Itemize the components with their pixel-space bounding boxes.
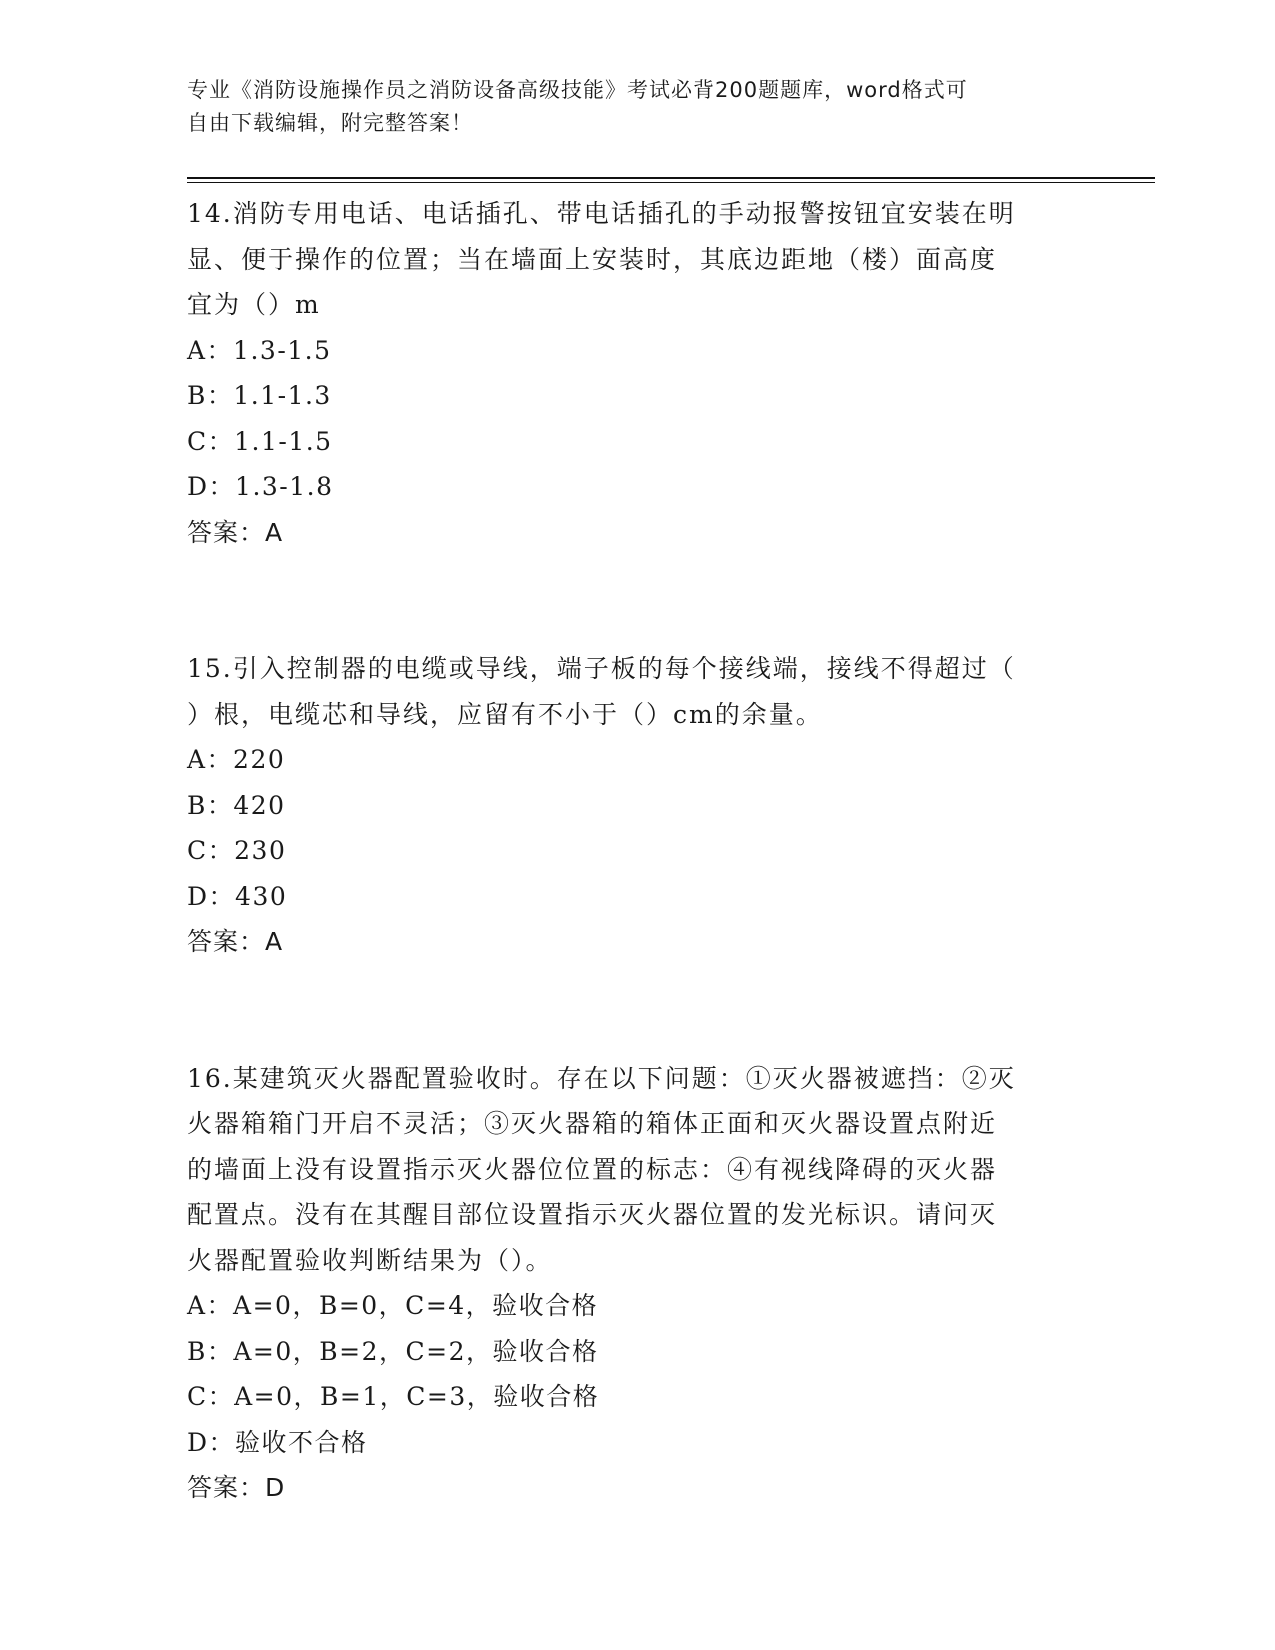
option-d: D：验收不合格 bbox=[187, 1427, 368, 1457]
option-c: C：1.1-1.5 bbox=[187, 426, 333, 456]
question-stem bbox=[187, 646, 1067, 737]
stem-line: 火器配置验收判断结果为（）。 bbox=[187, 1245, 553, 1275]
stem-line: 显、便于操作的位置；当在墙面上安装时，其底边距地（楼）面高度 bbox=[187, 244, 998, 274]
header-line-2: 自由下载编辑，附完整答案！ bbox=[187, 111, 473, 135]
question-16 bbox=[187, 1056, 1067, 1511]
question-spacer bbox=[187, 965, 1067, 1056]
question-stem bbox=[187, 191, 1067, 328]
stem-line: 宜为（）m bbox=[187, 290, 321, 319]
stem-line: 火器箱箱门开启不灵活；③灭火器箱的箱体正面和灭火器设置点附近 bbox=[187, 1109, 998, 1138]
stem-line: 配置点。没有在其醒目部位设置指示灭火器位置的发光标识。请问灭 bbox=[187, 1200, 998, 1229]
question-15 bbox=[187, 646, 1067, 965]
answer-line: 答案：A bbox=[187, 927, 284, 956]
header-rule-thick bbox=[187, 177, 1155, 179]
question-stem bbox=[187, 1056, 1067, 1284]
question-spacer bbox=[187, 555, 1067, 646]
stem-line: 16.某建筑灭火器配置验收时。存在以下问题：①灭火器被遮挡：②灭 bbox=[187, 1063, 1016, 1093]
stem-line: 14.消防专用电话、电话插孔、带电话插孔的手动报警按钮宜安装在明 bbox=[187, 199, 1016, 228]
option-c: C：A=0，B=1，C=3，验收合格 bbox=[187, 1382, 600, 1411]
question-list bbox=[187, 191, 1067, 1511]
document-header bbox=[187, 74, 1067, 140]
option-a: A：1.3-1.5 bbox=[187, 335, 332, 365]
option-d: D：430 bbox=[187, 881, 288, 911]
header-rule-thin bbox=[187, 182, 1155, 183]
stem-line: 的墙面上没有设置指示灭火器位位置的标志：④有视线降碍的灭火器 bbox=[187, 1154, 998, 1184]
option-a: A：220 bbox=[187, 745, 286, 774]
stem-line: ）根，电缆芯和导线，应留有不小于（）cm的余量。 bbox=[187, 699, 823, 729]
option-c: C：230 bbox=[187, 836, 287, 865]
header-line-1: 专业《消防设施操作员之消防设备高级技能》考试必背200题题库，word格式可 bbox=[187, 78, 968, 102]
option-d: D：1.3-1.8 bbox=[187, 472, 334, 501]
answer-line: 答案：A bbox=[187, 517, 284, 547]
option-b: B：420 bbox=[187, 790, 286, 820]
answer-line: 答案：D bbox=[187, 1473, 286, 1502]
option-b: B：A=0，B=2，C=2，验收合格 bbox=[187, 1336, 599, 1366]
option-b: B：1.1-1.3 bbox=[187, 381, 332, 410]
option-a: A：A=0，B=0，C=4，验收合格 bbox=[187, 1291, 599, 1320]
stem-line: 15.引入控制器的电缆或导线，端子板的每个接线端，接线不得超过（ bbox=[187, 654, 1016, 683]
question-14 bbox=[187, 191, 1067, 555]
